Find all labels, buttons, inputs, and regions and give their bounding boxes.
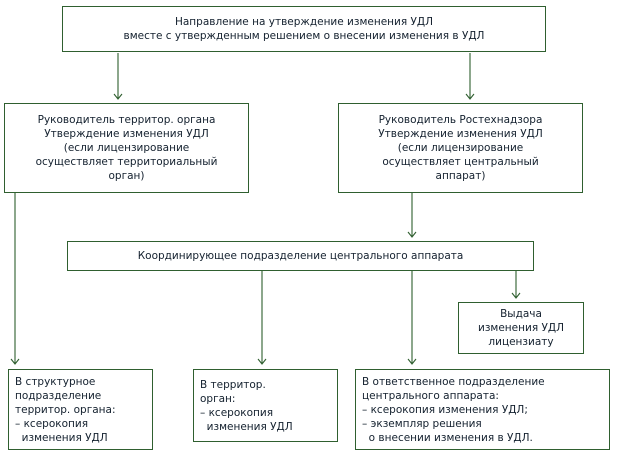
node-responsible-line-1: В ответственное подразделение (362, 375, 545, 388)
node-issue-line-1: Выдача (500, 308, 542, 320)
node-issue-line-3: лицензиату (488, 336, 554, 348)
node-struct-unit (8, 369, 153, 450)
node-struct-unit-line-5: изменения УДЛ (15, 431, 108, 444)
node-territorial (193, 369, 338, 442)
node-coordinating-line-1: Координирующее подразделение центрального аппарата (137, 250, 464, 262)
node-right-head-line-4: осуществляет центральный (382, 156, 539, 168)
node-territorial-line-2: орган: (200, 392, 236, 405)
node-territorial-line-3: – ксерокопия (200, 406, 274, 419)
node-issue (458, 302, 584, 354)
node-top (62, 6, 546, 52)
node-responsible-line-3: – ксерокопия изменения УДЛ; (362, 403, 528, 416)
node-territorial-line-1: В территор. (200, 378, 266, 391)
node-right-head (338, 103, 583, 193)
node-coordinating (67, 241, 534, 271)
node-left-head-line-4: осуществляет территориальный (35, 156, 218, 168)
node-issue-line-2: изменения УДЛ (478, 322, 564, 334)
node-struct-unit-line-1: В структурное (15, 375, 96, 388)
node-left-head-line-1: Руководитель территор. органа (37, 114, 216, 126)
node-right-head-line-1: Руководитель Ростехнадзора (378, 114, 543, 126)
node-right-head-line-5: аппарат) (435, 170, 486, 182)
node-left-head (4, 103, 249, 193)
node-top-line-2: вместе с утвержденным решением о внесении изменения в УДЛ (123, 30, 485, 42)
node-top-line-1: Направление на утверждение изменения УДЛ (174, 16, 434, 28)
node-left-head-line-3: (если лицензирование (63, 142, 190, 154)
node-responsible-line-5: о внесении изменения в УДЛ. (362, 431, 533, 444)
node-struct-unit-line-2: подразделение (15, 389, 102, 402)
node-responsible (355, 369, 610, 450)
node-left-head-line-5: орган) (108, 170, 145, 182)
node-right-head-line-2: Утверждение изменения УДЛ (378, 128, 543, 140)
node-responsible-line-4: – экземпляр решения (362, 417, 482, 430)
node-struct-unit-line-4: – ксерокопия (15, 417, 89, 430)
node-right-head-line-3: (если лицензирование (397, 142, 524, 154)
node-struct-unit-line-3: территор. органа: (15, 403, 116, 416)
node-territorial-line-4: изменения УДЛ (200, 420, 293, 433)
node-left-head-line-2: Утверждение изменения УДЛ (44, 128, 209, 140)
node-responsible-line-2: центрального аппарата: (362, 389, 499, 402)
